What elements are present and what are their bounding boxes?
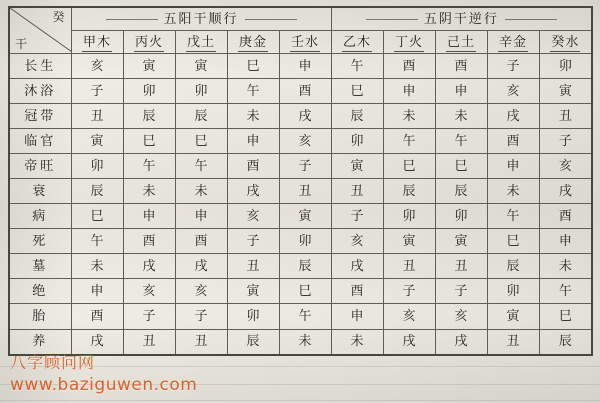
watermark bbox=[10, 352, 197, 397]
corner-label-top-right: 癸 bbox=[52, 10, 65, 24]
table-cell: 酉 bbox=[331, 279, 383, 304]
table-cell: 亥 bbox=[331, 229, 383, 254]
table-row bbox=[9, 154, 592, 179]
table-cell: 辰 bbox=[279, 254, 331, 279]
table-cell: 子 bbox=[383, 279, 435, 304]
table-cell: 酉 bbox=[279, 79, 331, 104]
table-row bbox=[9, 254, 592, 279]
stem-header-bing-huo: 丙火 bbox=[123, 31, 175, 54]
table-row bbox=[9, 204, 592, 229]
row-label-linguan: 临官 bbox=[9, 129, 71, 154]
table-cell: 卯 bbox=[331, 129, 383, 154]
table-cell: 酉 bbox=[175, 229, 227, 254]
table-cell: 丑 bbox=[487, 329, 539, 355]
table-cell: 戌 bbox=[279, 104, 331, 129]
table-cell: 辰 bbox=[331, 104, 383, 129]
scan-ruled-line bbox=[0, 400, 600, 401]
table-cell: 戌 bbox=[539, 179, 592, 204]
table-cell: 丑 bbox=[71, 104, 123, 129]
stem-header-ji-tu: 己土 bbox=[435, 31, 487, 54]
table-cell: 申 bbox=[279, 54, 331, 79]
table-cell: 寅 bbox=[383, 229, 435, 254]
table-cell: 巳 bbox=[435, 154, 487, 179]
group-header-yang-label: 五阳干顺行 bbox=[163, 11, 239, 27]
table-cell: 未 bbox=[383, 104, 435, 129]
table-cell: 寅 bbox=[331, 154, 383, 179]
table-cell: 申 bbox=[487, 154, 539, 179]
row-label-muyu: 沐浴 bbox=[9, 79, 71, 104]
table-cell: 酉 bbox=[487, 129, 539, 154]
table-cell: 寅 bbox=[71, 129, 123, 154]
row-label-yang: 养 bbox=[9, 329, 71, 355]
table-cell: 卯 bbox=[539, 54, 592, 79]
table-cell: 未 bbox=[71, 254, 123, 279]
table-cell: 辰 bbox=[487, 254, 539, 279]
table-cell: 亥 bbox=[71, 54, 123, 79]
row-label-mu: 墓 bbox=[9, 254, 71, 279]
table-cell: 申 bbox=[435, 79, 487, 104]
table-cell: 巳 bbox=[539, 304, 592, 329]
table-cell: 卯 bbox=[227, 304, 279, 329]
table-cell: 亥 bbox=[383, 304, 435, 329]
table-cell: 申 bbox=[539, 229, 592, 254]
table-cell: 辰 bbox=[435, 179, 487, 204]
table-cell: 未 bbox=[331, 329, 383, 355]
table-cell: 午 bbox=[487, 204, 539, 229]
table-row bbox=[9, 179, 592, 204]
table-cell: 申 bbox=[123, 204, 175, 229]
table-cell: 寅 bbox=[123, 54, 175, 79]
table-cell: 未 bbox=[539, 254, 592, 279]
table-row bbox=[9, 329, 592, 355]
table-cell: 酉 bbox=[383, 54, 435, 79]
table-cell: 卯 bbox=[383, 204, 435, 229]
table-row bbox=[9, 54, 592, 79]
stem-header-ding-huo: 丁火 bbox=[383, 31, 435, 54]
table-cell: 午 bbox=[227, 79, 279, 104]
table-row bbox=[9, 229, 592, 254]
rule-left bbox=[106, 19, 158, 20]
table-cell: 丑 bbox=[331, 179, 383, 204]
table-cell: 午 bbox=[279, 304, 331, 329]
table-cell: 巳 bbox=[123, 129, 175, 154]
table-cell: 午 bbox=[539, 279, 592, 304]
group-header-yang bbox=[71, 7, 331, 31]
table-cell: 寅 bbox=[279, 204, 331, 229]
row-label-bing: 病 bbox=[9, 204, 71, 229]
table-cell: 未 bbox=[227, 104, 279, 129]
table-cell: 未 bbox=[123, 179, 175, 204]
row-label-si: 死 bbox=[9, 229, 71, 254]
table-cell: 酉 bbox=[123, 229, 175, 254]
table-row bbox=[9, 104, 592, 129]
table-cell: 戌 bbox=[435, 329, 487, 355]
table-cell: 寅 bbox=[435, 229, 487, 254]
table-cell: 卯 bbox=[123, 79, 175, 104]
table-cell: 申 bbox=[175, 204, 227, 229]
table-cell: 巳 bbox=[175, 129, 227, 154]
table-cell: 子 bbox=[279, 154, 331, 179]
rule-right bbox=[245, 19, 297, 20]
row-label-jue: 绝 bbox=[9, 279, 71, 304]
table-cell: 卯 bbox=[71, 154, 123, 179]
stem-header-jia-mu: 甲木 bbox=[71, 31, 123, 54]
table-cell: 申 bbox=[383, 79, 435, 104]
table-cell: 卯 bbox=[487, 279, 539, 304]
table-cell: 丑 bbox=[279, 179, 331, 204]
table-cell: 辰 bbox=[123, 104, 175, 129]
table-cell: 未 bbox=[435, 104, 487, 129]
table-cell: 亥 bbox=[279, 129, 331, 154]
table-cell: 午 bbox=[435, 129, 487, 154]
row-label-diwang: 帝旺 bbox=[9, 154, 71, 179]
table-row bbox=[9, 304, 592, 329]
table-row bbox=[9, 279, 592, 304]
table-cell: 丑 bbox=[383, 254, 435, 279]
table-cell: 寅 bbox=[487, 304, 539, 329]
table-cell: 巳 bbox=[383, 154, 435, 179]
row-label-tai: 胎 bbox=[9, 304, 71, 329]
table-cell: 丑 bbox=[123, 329, 175, 355]
stem-header-ren-shui: 壬水 bbox=[279, 31, 331, 54]
table-cell: 子 bbox=[435, 279, 487, 304]
table-cell: 戌 bbox=[383, 329, 435, 355]
table-cell: 酉 bbox=[71, 304, 123, 329]
table-cell: 子 bbox=[487, 54, 539, 79]
table-cell: 丑 bbox=[227, 254, 279, 279]
table-cell: 亥 bbox=[227, 204, 279, 229]
table-cell: 卯 bbox=[175, 79, 227, 104]
row-label-changsheng: 长生 bbox=[9, 54, 71, 79]
table-cell: 亥 bbox=[539, 154, 592, 179]
rule-left bbox=[366, 19, 418, 20]
watermark-url: www.baziguwen.com bbox=[10, 375, 198, 396]
table-cell: 戌 bbox=[487, 104, 539, 129]
corner-label-bottom-left: 干 bbox=[15, 37, 28, 51]
table-cell: 戌 bbox=[331, 254, 383, 279]
table-cell: 巳 bbox=[279, 279, 331, 304]
table-cell: 辰 bbox=[539, 329, 592, 355]
table-cell: 巳 bbox=[331, 79, 383, 104]
stem-header-xin-jin: 辛金 bbox=[487, 31, 539, 54]
table-cell: 子 bbox=[539, 129, 592, 154]
table-cell: 子 bbox=[71, 79, 123, 104]
stem-header-wu-tu: 戊土 bbox=[175, 31, 227, 54]
row-label-shuai: 衰 bbox=[9, 179, 71, 204]
table-cell: 未 bbox=[279, 329, 331, 355]
table-cell: 卯 bbox=[279, 229, 331, 254]
table-cell: 戌 bbox=[71, 329, 123, 355]
table-cell: 亥 bbox=[123, 279, 175, 304]
table-cell: 亥 bbox=[435, 304, 487, 329]
table-cell: 巳 bbox=[487, 229, 539, 254]
table-cell: 亥 bbox=[175, 279, 227, 304]
stem-header-gui-shui: 癸水 bbox=[539, 31, 592, 54]
table-cell: 子 bbox=[227, 229, 279, 254]
row-label-guandai: 冠带 bbox=[9, 104, 71, 129]
table-cell: 戌 bbox=[175, 254, 227, 279]
table-cell: 丑 bbox=[539, 104, 592, 129]
table-cell: 午 bbox=[383, 129, 435, 154]
table-cell: 辰 bbox=[71, 179, 123, 204]
table-cell: 辰 bbox=[383, 179, 435, 204]
table-cell: 巳 bbox=[227, 54, 279, 79]
table-cell: 子 bbox=[175, 304, 227, 329]
table-cell: 申 bbox=[331, 304, 383, 329]
stem-header-geng-jin: 庚金 bbox=[227, 31, 279, 54]
table-cell: 午 bbox=[175, 154, 227, 179]
table-cell: 巳 bbox=[71, 204, 123, 229]
twelve-stages-table bbox=[8, 6, 593, 356]
twelve-stages-table-sheet bbox=[8, 6, 593, 356]
table-cell: 申 bbox=[71, 279, 123, 304]
table-cell: 未 bbox=[487, 179, 539, 204]
table-cell: 辰 bbox=[227, 329, 279, 355]
table-cell: 酉 bbox=[539, 204, 592, 229]
table-header-stems-row bbox=[9, 31, 592, 54]
table-cell: 寅 bbox=[175, 54, 227, 79]
stem-header-yi-mu: 乙木 bbox=[331, 31, 383, 54]
table-cell: 酉 bbox=[435, 54, 487, 79]
table-cell: 午 bbox=[331, 54, 383, 79]
rule-right bbox=[505, 19, 557, 20]
table-cell: 子 bbox=[331, 204, 383, 229]
table-cell: 亥 bbox=[487, 79, 539, 104]
group-header-yin bbox=[331, 7, 592, 31]
table-cell: 卯 bbox=[435, 204, 487, 229]
table-header-group-row bbox=[9, 7, 592, 31]
table-cell: 午 bbox=[123, 154, 175, 179]
table-row bbox=[9, 79, 592, 104]
table-cell: 子 bbox=[123, 304, 175, 329]
corner-header-cell bbox=[9, 7, 71, 54]
table-cell: 戌 bbox=[227, 179, 279, 204]
table-cell: 丑 bbox=[175, 329, 227, 355]
table-cell: 寅 bbox=[227, 279, 279, 304]
watermark-site-name: 八字顾问网 bbox=[10, 353, 96, 373]
table-cell: 未 bbox=[175, 179, 227, 204]
table-cell: 申 bbox=[227, 129, 279, 154]
group-header-yin-label: 五阴干逆行 bbox=[423, 11, 499, 27]
table-cell: 戌 bbox=[123, 254, 175, 279]
table-row bbox=[9, 129, 592, 154]
table-cell: 酉 bbox=[227, 154, 279, 179]
table-cell: 辰 bbox=[175, 104, 227, 129]
table-cell: 寅 bbox=[539, 79, 592, 104]
table-cell: 丑 bbox=[435, 254, 487, 279]
table-cell: 午 bbox=[71, 229, 123, 254]
